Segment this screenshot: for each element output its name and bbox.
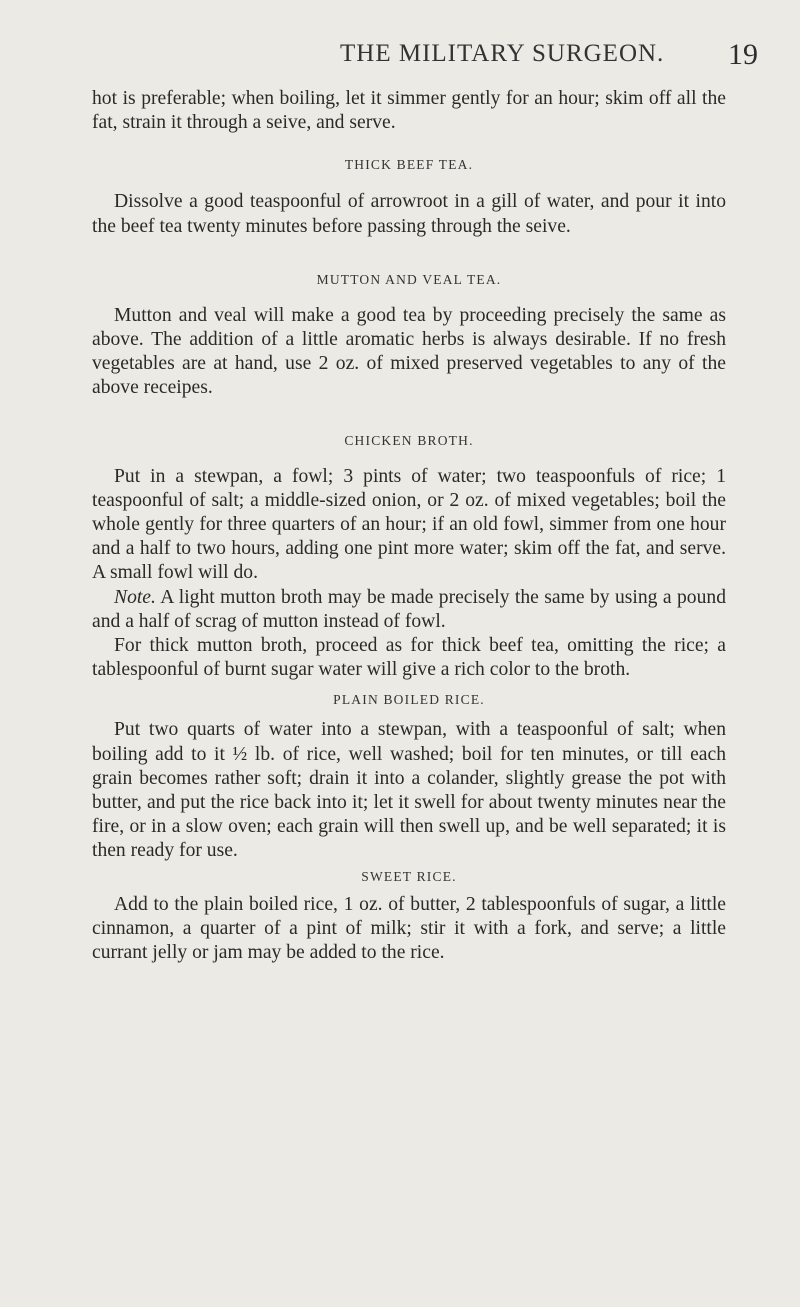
paragraph-thick-mutton-broth: For thick mutton broth, proceed as for thick beef tea, omitting the rice; a tablespoonful of burnt sugar water will give a rich color to the broth. bbox=[92, 635, 726, 681]
page-body bbox=[92, 87, 726, 965]
paragraph-note bbox=[92, 586, 726, 634]
heading-plain-boiled-rice: PLAIN BOILED RICE. bbox=[333, 692, 485, 708]
running-header bbox=[0, 40, 800, 80]
heading-thick-beef-tea: THICK BEEF TEA. bbox=[344, 157, 474, 173]
paragraph-mutton-veal-tea: Mutton and veal will make a good tea by proceeding precisely the same as above. The addition of a little aromatic herbs is always desirable. If no fresh vegetables are at hand, use 2 oz. of mixed preserved vegetables to any of the above receipes. bbox=[92, 304, 726, 399]
heading-chicken-broth: CHICKEN BROTH. bbox=[344, 432, 474, 448]
note-text: A light mutton broth may be made precisely the same by using a pound and a half of scrag of mutton instead of fowl. bbox=[92, 586, 726, 632]
note-label: Note. bbox=[114, 586, 156, 608]
paragraph-thick-beef-tea: Dissolve a good teaspoonful of arrowroot in a gill of water, and pour it into the beef tea twenty minutes before passing through the seive. bbox=[92, 191, 726, 237]
paragraph-plain-boiled-rice: Put two quarts of water into a stewpan, with a teaspoonful of salt; when boiling add to it ½ lb. of rice, well washed; boil for ten minutes, or till each grain becomes rather soft; drain it into a colander, slightly grease the pot with butter, and put the rice back into it; let it swell for about twenty minutes near the fire, or in a slow oven; each grain will then swell up, and be well separated; it is then ready for use. bbox=[92, 719, 726, 862]
page-number: 19 bbox=[728, 38, 758, 71]
heading-sweet-rice: SWEET RICE. bbox=[361, 868, 457, 884]
running-title: THE MILITARY SURGEON. bbox=[340, 40, 665, 67]
paragraph-chicken-broth: Put in a stewpan, a fowl; 3 pints of water; two teaspoonfuls of rice; 1 teaspoonful of salt; a middle-sized onion, or 2 oz. of mixed vegetables; boil the whole gently for three quarters of an hour; if an old fowl, simmer from one hour and a half to two hours, adding one pint more water; skim off the fat, and serve. A small fowl will do. bbox=[92, 465, 726, 584]
intro-paragraph: hot is preferable; when boiling, let it simmer gently for an hour; skim off all the fat, strain it through a seive, and serve. bbox=[92, 88, 726, 134]
paragraph-sweet-rice: Add to the plain boiled rice, 1 oz. of butter, 2 tablespoonfuls of sugar, a little cinnamon, a quarter of a pint of milk; stir it with a fork, and serve; a little currant jelly or jam may be added to the rice. bbox=[92, 893, 726, 964]
heading-mutton-veal-tea: MUTTON AND VEAL TEA. bbox=[316, 271, 502, 287]
